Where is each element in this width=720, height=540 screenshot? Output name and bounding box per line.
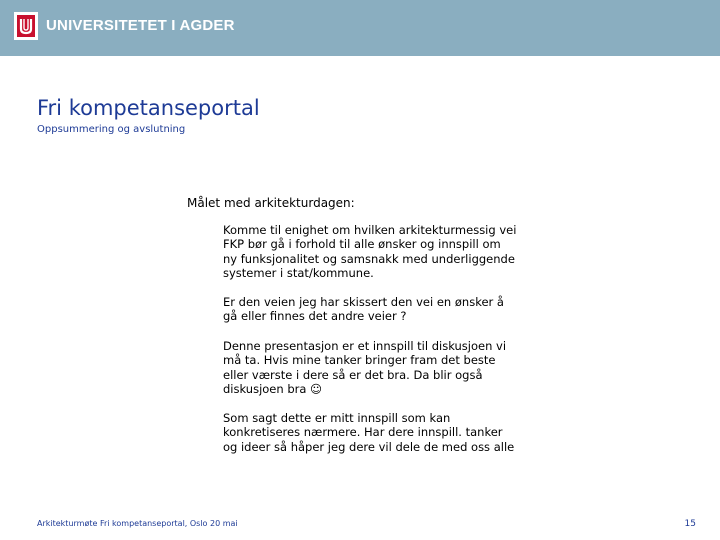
paragraph: Komme til enighet om hvilken arkitekturmessig vei FKP bør gå i forhold til alle ønsker og innspill om ny funksjonalitet og samsnakk med underliggende systemer i stat/kommune. bbox=[223, 223, 517, 280]
footer-text: Arkitekturmøte Fri kompetanseportal, Oslo 20 mai bbox=[37, 519, 238, 528]
slide-title: Fri kompetanseportal bbox=[37, 96, 260, 120]
paragraph: Denne presentasjon er et innspill til diskusjoen vi må ta. Hvis mine tanker bringer fram det beste eller værste i dere så er det bra. Da blir også diskusjoen bra ☺ bbox=[223, 339, 507, 396]
uia-logo-icon bbox=[14, 12, 38, 40]
lead-text: Målet med arkitekturdagen: bbox=[187, 196, 355, 210]
paragraph: Er den veien jeg har skissert den vei en ønsker å gå eller finnes det andre veier ? bbox=[223, 295, 504, 324]
paragraph: Som sagt dette er mitt innspill som kan konkretiseres nærmere. Har dere innspill. tanker og ideer så håper jeg dere vil dele de med oss alle bbox=[223, 411, 515, 454]
page-number: 15 bbox=[684, 519, 696, 529]
slide-subtitle: Oppsummering og avslutning bbox=[37, 124, 186, 135]
brand-name: UNIVERSITETET I AGDER bbox=[46, 17, 235, 34]
header-bar bbox=[0, 0, 720, 56]
